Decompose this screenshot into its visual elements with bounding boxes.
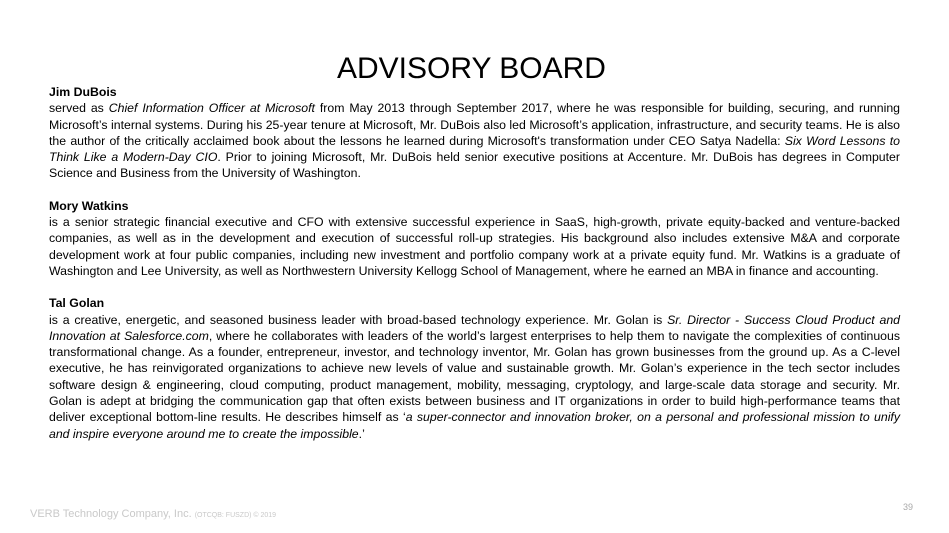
bio-text-segment: from May 2013 through September 2017, where he was responsible for building, securing, and running Microsoft’s internal systems. During his 25-year tenure at Microsoft, Mr. DuBois also led Microsoft’s application, infrastructure, and security teams. He is also the author of the critically acclaimed book about the lessons he learned during Microsoft's transformation under CEO Satya Nadella: — [49, 101, 901, 148]
bio-text-segment: , where he collaborates with leaders of the world’s largest enterprises to help them to navigate the complexities of continuous transformational change. As a founder, entrepreneur, investor, and technology inventor, Mr. Golan has grown businesses from the ground up. As a C-level executive, he has reinvigorated organizations to achieve new levels of value and sustainable growth. Mr. Golan’s experience in the tech sector includes software design & engineering, cloud computing, product management, mobility, messaging, cryptology, and large-scale data storage and security. Mr. Golan is adept at bridging the communication gap that often exists between business and IT organizations in order to build high-performance teams that deliver exceptional bottom-line results. He describes himself as ‘ — [49, 328, 900, 425]
bio-name: Tal Golan — [49, 296, 105, 311]
footer-ticker: (OTCQB: FUSZD) © 2019 — [194, 512, 277, 519]
bio-text-segment: is a creative, energetic, and seasoned business leader with broad-based technology experience. Mr. Golan is — [49, 312, 668, 327]
bio-text-italic-segment: Chief Information Officer at Microsoft — [108, 101, 315, 116]
bio-text — [49, 100, 900, 181]
bio-tal-golan — [49, 295, 900, 442]
page-number: 39 — [902, 502, 913, 512]
footer-company — [30, 507, 276, 523]
bio-list — [49, 84, 900, 458]
slide-title: ADVISORY BOARD — [337, 52, 606, 86]
bio-text-italic-segment: a super-connector and innovation broker, on a personal and professional mission to unify and inspire everyone around me to create the impossible — [49, 410, 900, 441]
bio-text-segment: served as — [49, 101, 109, 116]
bio-name: Mory Watkins — [49, 198, 129, 213]
bio-text-segment: is a senior strategic financial executive and CFO with extensive successful experience in SaaS, high-growth, private equity-backed and venture-backed companies, as well as in the development and execution of successful roll-up strategies. His background also includes extensive M&A and corporate development work at four public companies, including new investment and portfolio company work at a private equity fund. Mr. Watkins is a graduate of Washington and Lee University, as well as Northwestern University Kellogg School of Management, where he earned an MBA in finance and accounting. — [49, 215, 900, 278]
bio-text-italic-segment: Sr. Director - Success Cloud Product and Innovation at Salesforce.com — [49, 312, 900, 343]
bio-text — [49, 312, 900, 442]
bio-text-segment: .’ — [358, 426, 365, 441]
bio-text-segment: . Prior to joining Microsoft, Mr. DuBois held senior executive positions at Accenture. Mr. DuBois has degrees in Computer Science and Business from the University of Washington. — [49, 150, 900, 181]
bio-name: Jim DuBois — [49, 85, 117, 99]
bio-mory-watkins — [49, 198, 900, 279]
bio-jim-dubois — [49, 84, 900, 182]
bio-text-italic-segment: Six Word Lessons to Think Like a Modern-Day CIO — [49, 133, 900, 165]
bio-text — [49, 214, 900, 279]
footer-company-name: VERB Technology Company, Inc. — [30, 508, 192, 520]
